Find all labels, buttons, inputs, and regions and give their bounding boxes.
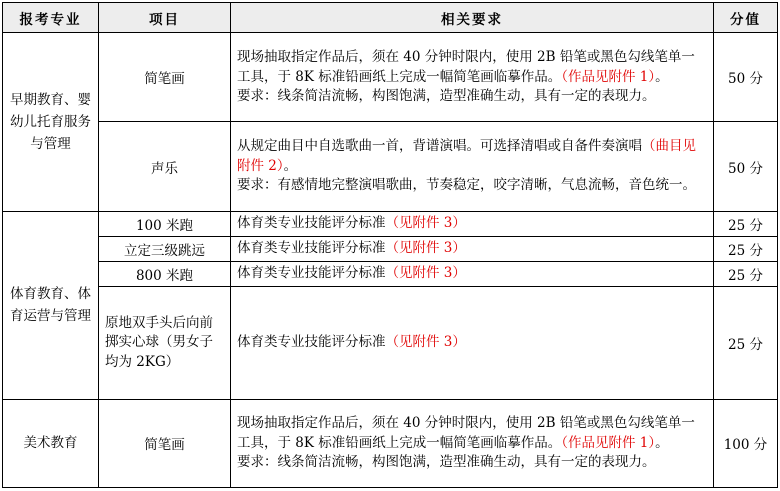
item-cell: 简笔画 <box>99 399 231 487</box>
requirement-text: 体育类专业技能评分标准 <box>237 215 386 232</box>
requirement-text: 体育类专业技能评分标准 <box>237 265 386 282</box>
score-cell: 25 分 <box>714 211 778 236</box>
item-cell: 声乐 <box>99 122 231 211</box>
attachment-reference: （见附件 3） <box>385 215 466 232</box>
score-cell: 25 分 <box>714 262 778 287</box>
item-cell: 800 米跑 <box>99 262 231 287</box>
requirement-criteria: 要求：线条简洁流畅，构图饱满，造型准确生动，具有一定的表现力。 <box>237 88 656 105</box>
header-requirement: 相关要求 <box>231 3 714 33</box>
requirement-text: 体育类专业技能评分标准 <box>237 334 386 351</box>
table-row <box>3 262 778 287</box>
table-row <box>3 122 778 211</box>
table-row <box>3 33 778 122</box>
table-row <box>3 236 778 261</box>
requirement-cell <box>231 287 714 399</box>
score-cell: 100 分 <box>714 399 778 487</box>
attachment-reference: （见附件 3） <box>385 265 466 282</box>
table-row <box>3 287 778 399</box>
table-row <box>3 399 778 487</box>
table-row <box>3 211 778 236</box>
attachment-reference: （见附件 3） <box>385 334 466 351</box>
item-cell: 简笔画 <box>99 33 231 122</box>
requirement-text: 体育类专业技能评分标准 <box>237 240 386 257</box>
requirement-cell <box>231 211 714 236</box>
header-major: 报考专业 <box>3 3 99 33</box>
item-cell: 原地双手头后向前掷实心球（男女子均为 2KG） <box>99 287 231 399</box>
major-cell: 早期教育、婴幼儿托育服务与管理 <box>3 33 99 212</box>
item-cell: 100 米跑 <box>99 211 231 236</box>
major-cell: 体育教育、体育运营与管理 <box>3 211 99 399</box>
requirement-cell <box>231 399 714 487</box>
header-score: 分值 <box>714 3 778 33</box>
score-cell: 25 分 <box>714 236 778 261</box>
requirement-cell <box>231 33 714 122</box>
exam-requirements-table <box>2 2 778 488</box>
requirement-cell <box>231 122 714 211</box>
item-cell: 立定三级跳远 <box>99 236 231 261</box>
requirement-cell <box>231 236 714 261</box>
score-cell: 25 分 <box>714 287 778 399</box>
requirement-criteria: 要求：有感情地完整演唱歌曲，节奏稳定，咬字清晰，气息流畅，音色统一。 <box>237 177 696 194</box>
requirement-text: 现场抽取指定作品后，须在 40 分钟时限内，使用 2B 铅笔或黑色勾线笔单一工具，于 8K 标准铅画纸上完成一幅简笔画临摹作品。 <box>237 415 695 451</box>
attachment-reference: （作品见附件 1） <box>561 434 656 451</box>
score-cell: 50 分 <box>714 33 778 122</box>
score-cell: 50 分 <box>714 122 778 211</box>
header-row <box>3 3 778 33</box>
requirement-criteria: 要求：线条简洁流畅，构图饱满，造型准确生动，具有一定的表现力。 <box>237 454 656 471</box>
requirement-text-tail: 。 <box>655 434 669 451</box>
requirement-text: 现场抽取指定作品后，须在 40 分钟时限内，使用 2B 铅笔或黑色勾线笔单一工具，于 8K 标准铅画纸上完成一幅简笔画临摹作品。 <box>237 49 695 85</box>
requirement-cell <box>231 262 714 287</box>
attachment-reference: （见附件 3） <box>385 240 466 257</box>
attachment-reference: （作品见附件 1） <box>561 68 656 85</box>
major-cell: 美术教育 <box>3 399 99 487</box>
header-item: 项目 <box>99 3 231 33</box>
attachment-reference: （曲目见附件 2） <box>237 138 696 174</box>
requirement-text-tail: 。 <box>283 157 298 174</box>
requirement-text-tail: 。 <box>655 68 669 85</box>
requirement-text: 从规定曲目中自选歌曲一首，背谱演唱。可选择清唱或自备件奏演唱 <box>237 138 642 155</box>
